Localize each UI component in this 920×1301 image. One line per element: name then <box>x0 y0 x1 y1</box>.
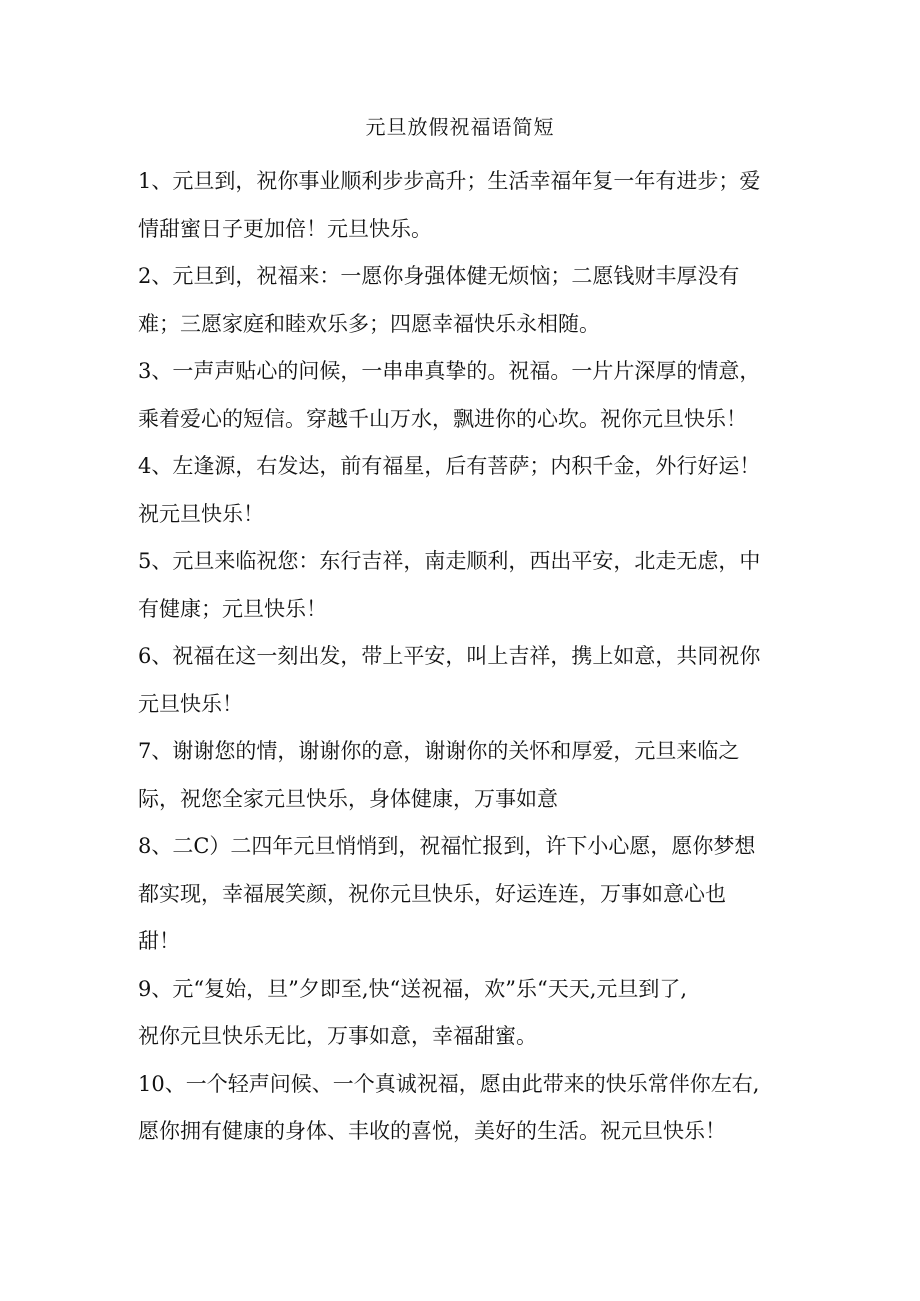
paragraph-line: 2、元旦到，祝福来：一愿你身强体健无烦恼；二愿钱财丰厚没有 <box>138 264 740 288</box>
paragraph-line: 10、一个轻声问候、一个真诚祝福，愿由此带来的快乐常伴你左右, <box>138 1071 760 1096</box>
paragraph-line: 祝元旦快乐！ <box>138 501 264 526</box>
paragraph-line: 5、元旦来临祝您：东行吉祥，南走顺利，西出平安，北走无虑，中 <box>138 549 761 573</box>
paragraph-line: 4、左逢源，右发达，前有福星，后有菩萨；内积千金，外行好运！ <box>138 454 761 478</box>
paragraph-4 <box>138 443 788 538</box>
paragraph-line: 元旦快乐！ <box>138 691 243 716</box>
paragraph-line: 8、二C）二四年元旦悄悄到，祝福忙报到，许下小心愿，愿你梦想 <box>138 834 756 858</box>
paragraph-line: 7、谢谢您的情，谢谢你的意，谢谢你的关怀和厚爱，元旦来临之 <box>138 739 740 763</box>
paragraph-1 <box>138 158 788 253</box>
paragraph-line: 乘着爱心的短信。穿越千山万水，飘进你的心坎。祝你元旦快乐！ <box>138 406 747 431</box>
paragraph-line: 祝你元旦快乐无比，万事如意，幸福甜蜜。 <box>138 1024 537 1048</box>
paragraph-line: 愿你拥有健康的身体、丰收的喜悦，美好的生活。祝元旦快乐！ <box>138 1119 726 1143</box>
document-body <box>138 158 788 1156</box>
paragraph-line: 甜！ <box>138 929 180 953</box>
paragraph-line: 6、祝福在这一刻出发，带上平安，叫上吉祥，携上如意，共同祝你 <box>138 644 761 668</box>
paragraph-10 <box>138 1061 788 1156</box>
document-title: 元旦放假祝福语简短 <box>365 115 555 139</box>
paragraph-5 <box>138 538 788 633</box>
paragraph-line: 都实现，幸福展笑颜，祝你元旦快乐，好运连连，万事如意心也 <box>138 881 726 906</box>
paragraph-line: 情甜蜜日子更加倍！元旦快乐。 <box>138 216 432 241</box>
paragraph-3 <box>138 348 788 443</box>
paragraph-7 <box>138 728 788 823</box>
paragraph-6 <box>138 633 788 728</box>
paragraph-8 <box>138 823 788 966</box>
paragraph-line: 1、元旦到，祝你事业顺利步步高升；生活幸福年复一年有进步；爱 <box>138 169 761 193</box>
paragraph-line: 际，祝您全家元旦快乐，身体健康，万事如意 <box>138 786 558 811</box>
paragraph-line: 难；三愿家庭和睦欢乐多；四愿幸福快乐永相随。 <box>138 311 600 336</box>
paragraph-2 <box>138 253 788 348</box>
paragraph-9 <box>138 966 788 1061</box>
paragraph-line: 9、元“复始，旦”夕即至,快“送祝福，欢”乐“天天,元旦到了, <box>138 976 688 1001</box>
paragraph-line: 有健康；元旦快乐！ <box>138 596 327 621</box>
paragraph-line: 3、一声声贴心的问候，一串串真挚的。祝福。一片片深厚的情意， <box>138 359 761 383</box>
